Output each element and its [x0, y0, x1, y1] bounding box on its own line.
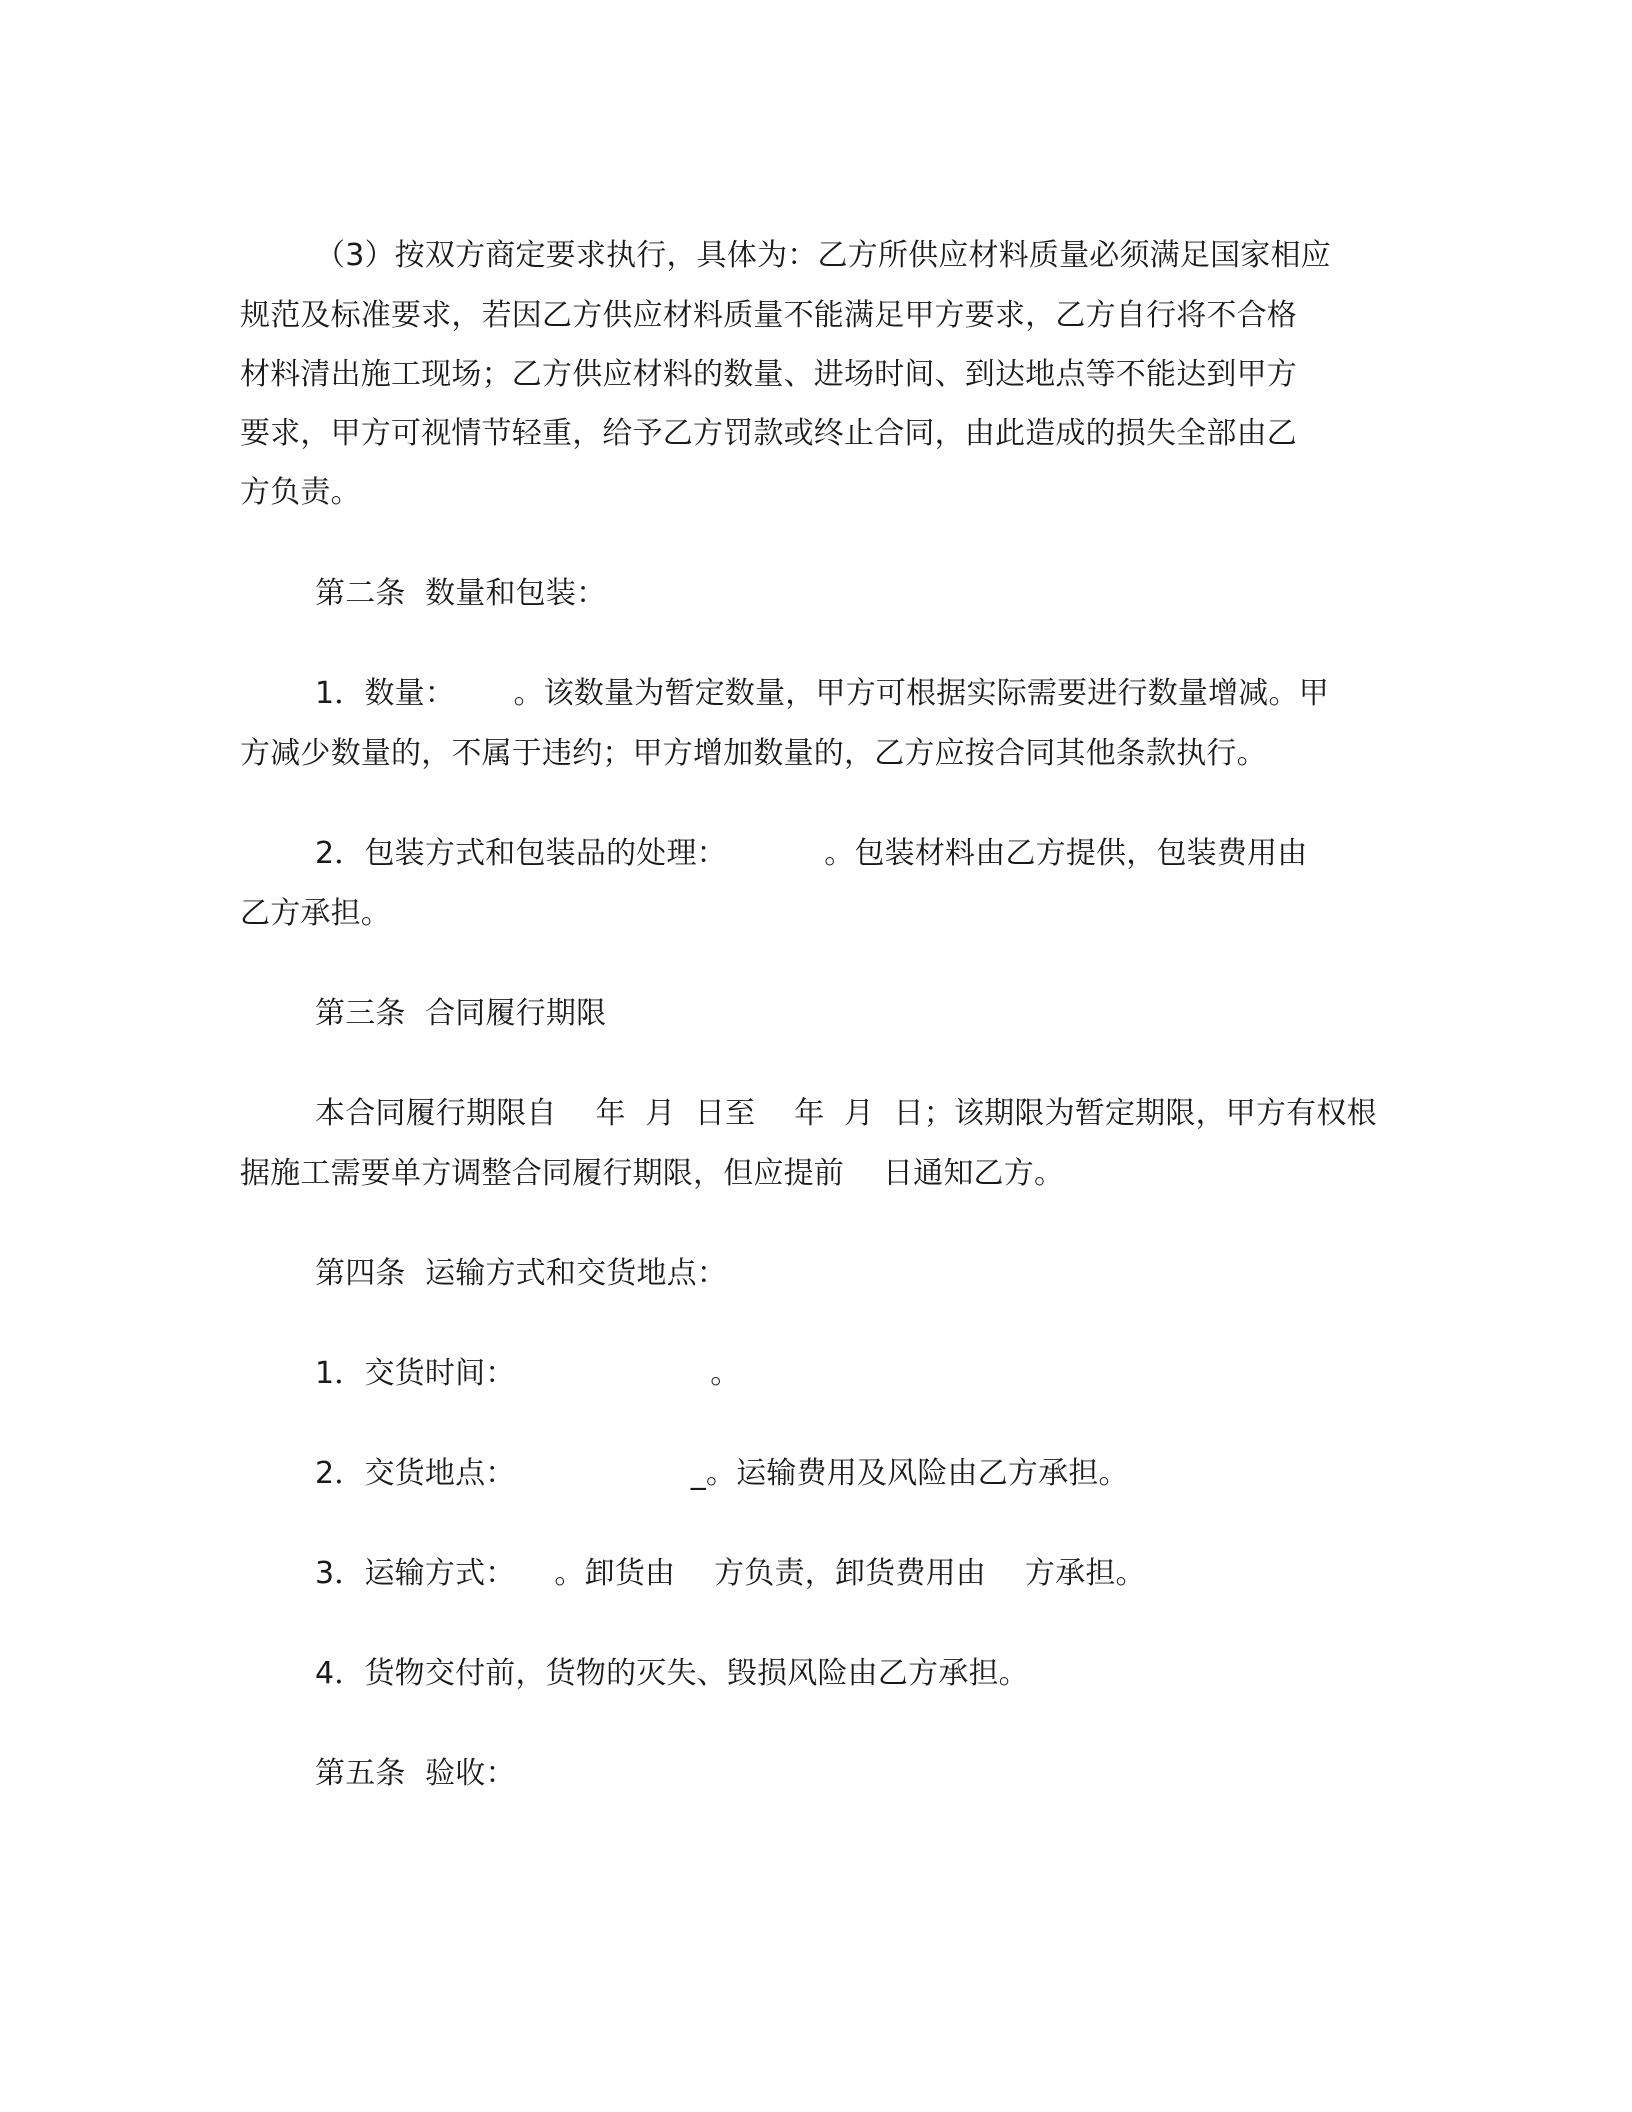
delivery-place-line: 2．交货地点： _。运输费用及风险由乙方承担。: [315, 1456, 1129, 1491]
risk-line: 4．货物交付前，货物的灭失、毁损风险由乙方承担。: [315, 1656, 1029, 1691]
term-line-1: 本合同履行期限自 年 月 日至 年 月 日；该期限为暂定期限，甲方有权根: [315, 1096, 1377, 1131]
transport-method-line: 3．运输方式： 。卸货由 方负责，卸货费用由 方承担。: [315, 1556, 1146, 1591]
clause-3-line-1: （3）按双方商定要求执行，具体为：乙方所供应材料质量必须满足国家相应: [315, 238, 1331, 273]
delivery-time-line: 1．交货时间： 。: [315, 1356, 741, 1391]
clause-3-line-2: 规范及标准要求，若因乙方供应材料质量不能满足甲方要求，乙方自行将不合格: [240, 298, 1297, 333]
packaging-line-2: 乙方承担。: [240, 896, 391, 931]
packaging-line-1: 2．包装方式和包装品的处理： 。包装材料由乙方提供，包装费用由: [315, 836, 1308, 871]
article-3-heading: 第三条 合同履行期限: [315, 996, 607, 1031]
article-2-heading: 第二条 数量和包装：: [315, 576, 607, 611]
quantity-line-2: 方减少数量的，不属于违约；甲方增加数量的，乙方应按合同其他条款执行。: [240, 736, 1267, 771]
clause-3-line-3: 材料清出施工现场；乙方供应材料的数量、进场时间、到达地点等不能达到甲方: [240, 357, 1297, 392]
clause-3-line-5: 方负责。: [240, 475, 361, 510]
article-5-heading: 第五条 验收：: [315, 1756, 516, 1791]
quantity-line-1: 1．数量： 。该数量为暂定数量，甲方可根据实际需要进行数量增减。甲: [315, 676, 1329, 711]
article-4-heading: 第四条 运输方式和交货地点：: [315, 1256, 728, 1291]
term-line-2: 据施工需要单方调整合同履行期限，但应提前 日通知乙方。: [240, 1156, 1065, 1191]
clause-3-line-4: 要求，甲方可视情节轻重，给予乙方罚款或终止合同，由此造成的损失全部由乙: [240, 416, 1297, 451]
